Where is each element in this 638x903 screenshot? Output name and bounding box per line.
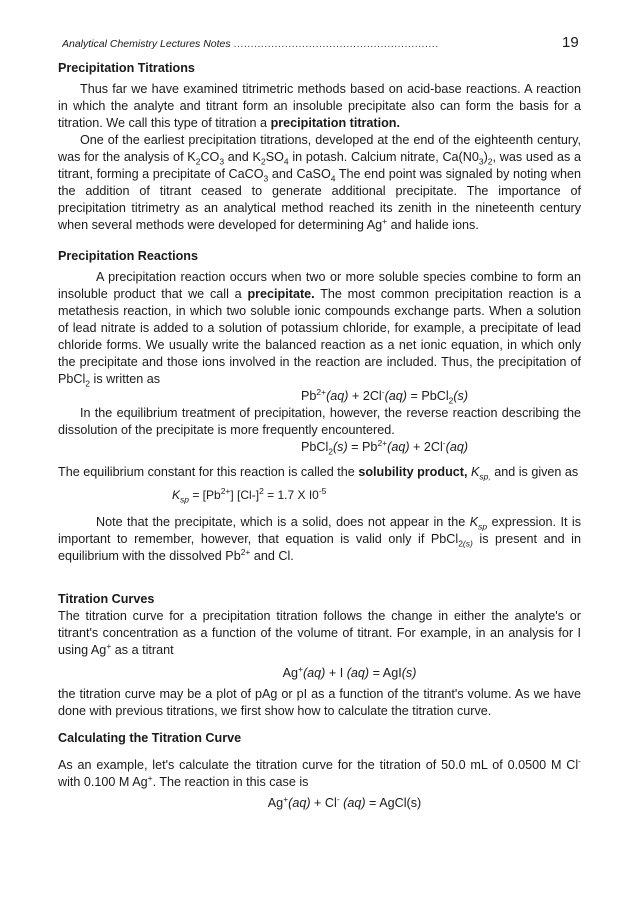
equation-dissolution: PbCl$_2$(s) = $Pb^{2+}(aq) + 2Cl^-(aq)$ [300,437,469,457]
paragraph-ksp-note: Note that the precipitate, which is a solid, does not appear in the $K_{sp}$ expression. It is important to remember, however, that equation is valid only if PbCl$_{2(s)}$ is present and in equilibrium with the dissolved $Pb^{2+}$ and Cl. [58,515,581,563]
paragraph-solubility-product: The equilibrium constant for this reaction is called the solubility product, $K_{sp,}$ and is given as [58,465,579,482]
paragraph-titration-curve: The titration curve for a precipitation titration follows the change in either the analyte's or titrant's concentration as a function of the volume of titrant. For example, in an analysis for I using Ag+ as a titrant [58,609,581,657]
paragraph-equilibrium-treatment: In the equilibrium treatment of precipitation, however, the reverse reaction describing the dissolution of the precipitate is more frequently encountered. [58,406,581,437]
paragraph-precipitation-reaction: A precipitation reaction occurs when two or more soluble species combine to form an insoluble product that we call a precipitate. The most common precipitation reaction is a metathesis reaction, in which two soluble ionic compounds exchange parts. When a solution of lead nitrate is added to a solution of potassium chloride, for example, a precipitate of lead chloride forms. We usually write the balanced reaction as a net ionic equation, in which only the precipitate and those ions involved in the reaction are included. Thus, the precipitation of PbCl$_2$ is written as [58,270,582,389]
page-body [58,60,581,812]
heading-titration-curves: Titration Curves [58,592,155,606]
paragraph-intro: Thus far we have examined titrimetric methods based on acid-base reactions. A reaction in which the analyte and titrant form an insoluble precipitate also can form the basis for a titration. We call this type of titration a precipitation titration. [58,82,581,130]
header-leader-dots: ............................................................ [233,38,439,50]
heading-calculating-titration-curve: Calculating the Titration Curve [58,731,242,745]
equation-silver-chloride: Ag+(aq) + Cl- (aq) = AgCl(s) [267,793,422,810]
running-title: Analytical Chemistry Lectures Notes [62,38,231,50]
term-precipitate: precipitate. [247,287,315,301]
paragraph-titration-curve-plot: the titration curve may be a plot of pAg or pI as a function of the titrant's volume. As we have done with previous titrations, we first show how to calculate the titration curve. [58,687,581,718]
heading-precipitation-titrations: Precipitation Titrations [58,61,195,75]
heading-precipitation-reactions: Precipitation Reactions [58,249,198,263]
paragraph-calculation-example: As an example, let's calculate the titration curve for the titration of 50.0 mL of 0.0500 M Cl- with 0.100 M Ag+. The reaction in this case is [58,755,581,789]
equation-silver-iodide: Ag+(aq) + I (aq) = AgI(s) [282,663,417,680]
paragraph-history: One of the earliest precipitation titrations, developed at the end of the eighteenth century, was for the analysis of $K_2CO_3$ and $K_2SO_4$ in potash. Calcium nitrate, $Ca(N0_3)_2$, was used as a titrant, forming a precipitate of CaCO$_3$ and CaSO$_4$ The end point was signaled by noting when the addition of titrant ceased to generate additional precipitate. The importance of precipitation titrimetry as an analytical method reached its zenith in the nineteenth century when several methods were developed for determining Ag+ and halide ions. [58,133,581,232]
term-precipitation-titration: precipitation titration. [270,116,400,130]
equation-precipitation: $Pb^{2+}(aq) + 2Cl^-(aq)$ = PbCl$_2$(s) [300,386,469,406]
equation-ksp: $K_{sp} = [Pb^{2+}] [Cl-]^2 = 1.7$ X $I0^{-5}$ [172,486,327,505]
running-header [62,38,582,58]
term-solubility-product: solubility product, [358,465,468,479]
page-number: 19 [562,34,579,51]
